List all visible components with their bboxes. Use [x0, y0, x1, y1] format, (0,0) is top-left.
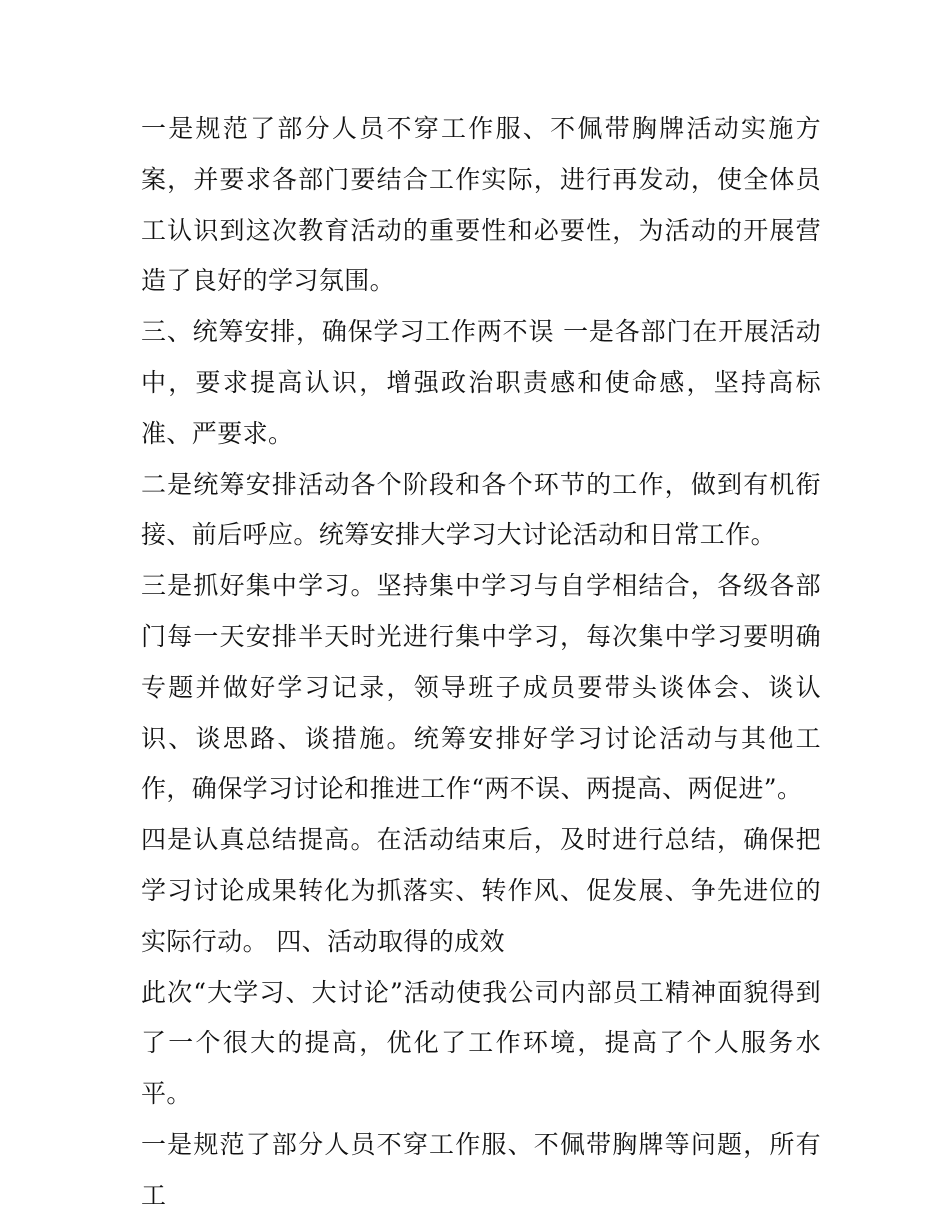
paragraph-3: 二是统筹安排活动各个阶段和各个环节的工作，做到有机衔接、前后呼应。统筹安排大学习大讨论活动和日常工作。	[141, 469, 821, 550]
paragraph-1: 一是规范了部分人员不穿工作服、不佩带胸牌活动实施方案，并要求各部门要结合工作实际，进行再发动，使全体员工认识到这次教育活动的重要性和必要性，为活动的开展营造了良好的学习氛围。	[141, 114, 821, 296]
paragraph-4: 三是抓好集中学习。坚持集中学习与自学相结合，各级各部门每一天安排半天时光进行集中学习，每次集中学习要明确专题并做好学习记录，领导班子成员要带头谈体会、谈认识、谈思路、谈措施。统筹安排好学习讨论活动与其他工作，确保学习讨论和推进工作“两不误、两提高、两促进”。	[141, 571, 821, 804]
paragraph-2: 三、统筹安排，确保学习工作两不误 一是各部门在开展活动中，要求提高认识，增强政治职责感和使命感，坚持高标准、严要求。	[141, 317, 821, 448]
document-body	[141, 104, 821, 1222]
paragraph-5: 四是认真总结提高。在活动结束后，及时进行总结，确保把学习讨论成果转化为抓落实、转作风、促发展、争先进位的实际行动。 四、活动取得的成效	[141, 825, 821, 956]
paragraph-6: 此次“大学习、大讨论”活动使我公司内部员工精神面貌得到了一个很大的提高，优化了工作环境，提高了个人服务水平。	[141, 977, 821, 1109]
paragraph-7: 一是规范了部分人员不穿工作服、不佩带胸牌等问题，所有工	[141, 1129, 821, 1210]
